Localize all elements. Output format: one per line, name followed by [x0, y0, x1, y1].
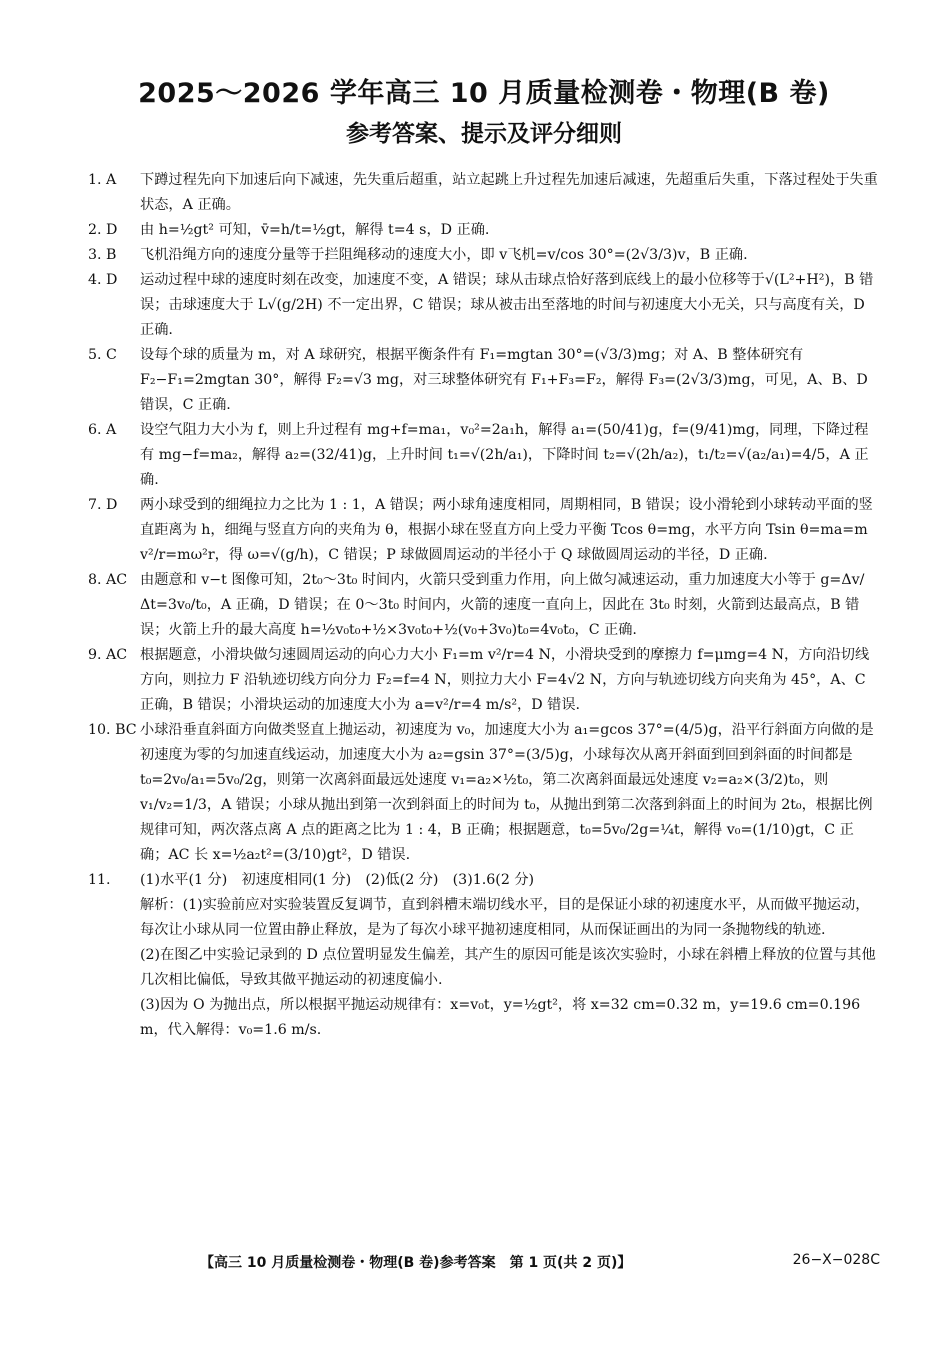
answer-text: 由题意和 v−t 图像可知，2t₀～3t₀ 时间内，火箭只受到重力作用，向上做匀减速运动，重力加速度大小等于 g=Δv/Δt=3v₀/t₀，A 正确，D 错误；在 0～3t₀ 时间内，火箭的速度一直向上，因此在 3t₀ 时刻，火箭到达最高点，B 错误；火箭上升的最大高度 h=½v₀t₀+½×3v₀t₀+½(v₀+3v₀)t₀=4v₀t₀，C 正确.	[140, 572, 865, 638]
answer-number: 9. AC	[88, 647, 128, 663]
answer-text: 设空气阻力大小为 f，则上升过程有 mg+f=ma₁，v₀²=2a₁h，解得 a₁=(50/41)g，f=(9/41)mg，同理，下降过程有 mg−f=ma₂，解得 a₂=(32/41)g，上升时间 t₁=√(2h/a₁)，下降时间 t₂=√(2h/a₂)，t₁/t₂=√(a₂/a₁)=4/5，A 正确.	[140, 422, 869, 488]
answer-text: 下蹲过程先向下加速后向下减速，先失重后超重，站立起跳上升过程先加速后减速，先超重后失重，下落过程处于失重状态，A 正确。	[140, 172, 878, 213]
answer-list	[88, 168, 880, 1043]
page-subtitle: 参考答案、提示及评分细则	[346, 121, 622, 147]
answer-item	[88, 268, 880, 343]
answer-text: 小球沿垂直斜面方向做类竖直上抛运动，初速度为 v₀，加速度大小为 a₁=gcos 37°=(4/5)g，沿平行斜面方向做的是初速度为零的匀加速直线运动，加速度大小为 a₂=gsin 37°=(3/5)g，小球每次从离开斜面到回到斜面的时间都是 t₀=2v₀/a₁=5v₀/2g，则第一次离斜面最远处速度 v₁=a₂×½t₀，第二次离斜面最远处速度 v₂=a₂×(3/2)t₀，则 v₁/v₂=1/3，A 错误；小球从抛出到第一次到斜面上的时间为 t₀，从抛出到第二次落到斜面上的时间为 2t₀，根据比例规律可知，两次落点离 A 点的距离之比为 1 : 4，B 正确；根据题意，t₀=5v₀/2g=¼t，解得 v₀=(1/10)gt，C 正确；AC 长 x=½a₂t²=(3/10)gt²，D 错误.	[140, 722, 874, 863]
explanation-text: (3)因为 O 为抛出点，所以根据平抛运动规律有：x=v₀t，y=½gt²，将 x=32 cm=0.32 m，y=19.6 cm=0.196 m，代入解得：v₀=1.6 m/s.	[140, 997, 861, 1038]
answer-item	[88, 643, 880, 718]
answer-item	[88, 343, 880, 418]
answer-item	[88, 243, 880, 268]
answer-item	[88, 718, 880, 868]
answer-item	[88, 418, 880, 493]
answer-number: 6. A	[88, 422, 117, 438]
page-footer	[200, 1252, 880, 1272]
answer-number: 8. AC	[88, 572, 128, 588]
answer-item	[88, 568, 880, 643]
explanation-text: (2)在图乙中实验记录到的 D 点位置明显发生偏差，其产生的原因可能是该次实验时，小球在斜槽上释放的位置与其他几次相比偏低，导致其做平抛运动的初速度偏小.	[140, 947, 876, 988]
answer-number: 3. B	[88, 247, 117, 263]
answer-number: 10. BC	[88, 722, 137, 738]
explanation-text: 解析：(1)实验前应对实验装置反复调节，直到斜槽末端切线水平，目的是保证小球的初速度水平，从而做平抛运动，每次让小球从同一位置由静止释放，是为了每次小球平抛初速度相同，从而保证画出的为同一条抛物线的轨迹.	[140, 897, 870, 938]
document-code: 26−X−028C	[792, 1252, 880, 1268]
answer-text: 两小球受到的细绳拉力之比为 1 : 1，A 错误；两小球角速度相同，周期相同，B 错误；设小滑轮到小球转动平面的竖直距离为 h，细绳与竖直方向的夹角为 θ，根据小球在竖直方向上受力平衡 Tcos θ=mg，水平方向 Tsin θ=ma=m v²/r=mω²r，得 ω=√(g/h)，C 错误；P 球做圆周运动的半径小于 Q 球做圆周运动的半径，D 正确.	[140, 497, 873, 563]
answer-text: 飞机沿绳方向的速度分量等于拦阻绳移动的速度大小，即 v飞机=v/cos 30°=(2√3/3)v，B 正确.	[140, 247, 748, 263]
answer-number: 2. D	[88, 222, 118, 238]
answer-item	[88, 218, 880, 243]
answer-text: 设每个球的质量为 m，对 A 球研究，根据平衡条件有 F₁=mgtan 30°=(√3/3)mg；对 A、B 整体研究有 F₂−F₁=2mgtan 30°，解得 F₂=√3 mg，对三球整体研究有 F₁+F₃=F₂，解得 F₃=(2√3/3)mg，可见，A、B、D 错误，C 正确.	[140, 347, 868, 413]
answer-number: 4. D	[88, 272, 118, 288]
answer-number: 11.	[88, 872, 111, 888]
answer-text: (1)水平(1 分) 初速度相同(1 分) (2)低(2 分) (3)1.6(2 分)	[140, 872, 535, 888]
footer-text: 【高三 10 月质量检测卷・物理(B 卷)参考答案 第 1 页(共 2 页)】	[200, 1255, 632, 1271]
answer-item	[88, 868, 880, 1043]
answer-text: 由 h=½gt² 可知，v̄=h/t=½gt，解得 t=4 s，D 正确.	[140, 222, 490, 238]
answer-item	[88, 168, 880, 218]
answer-number: 1. A	[88, 172, 117, 188]
page-title: 2025～2026 学年高三 10 月质量检测卷・物理(B 卷)	[138, 78, 830, 109]
answer-number: 5. C	[88, 347, 117, 363]
answer-number: 7. D	[88, 497, 118, 513]
answer-item	[88, 493, 880, 568]
answer-text: 运动过程中球的速度时刻在改变，加速度不变，A 错误；球从击球点恰好落到底线上的最小位移等于√(L²+H²)，B 错误；击球速度大于 L√(g/2H) 不一定出界，C 错误；球从被击出至落地的时间与初速度大小无关，只与高度有关，D 正确.	[140, 272, 874, 338]
answer-text: 根据题意，小滑块做匀速圆周运动的向心力大小 F₁=m v²/r=4 N，小滑块受到的摩擦力 f=μmg=4 N，方向沿切线方向，则拉力 F 沿轨迹切线方向分力 F₂=f=4 N，则拉力大小 F=4√2 N，方向与轨迹切线方向夹角为 45°，A、C 正确，B 错误；小滑块运动的加速度大小为 a=v²/r=4 m/s²，D 错误.	[140, 647, 870, 713]
